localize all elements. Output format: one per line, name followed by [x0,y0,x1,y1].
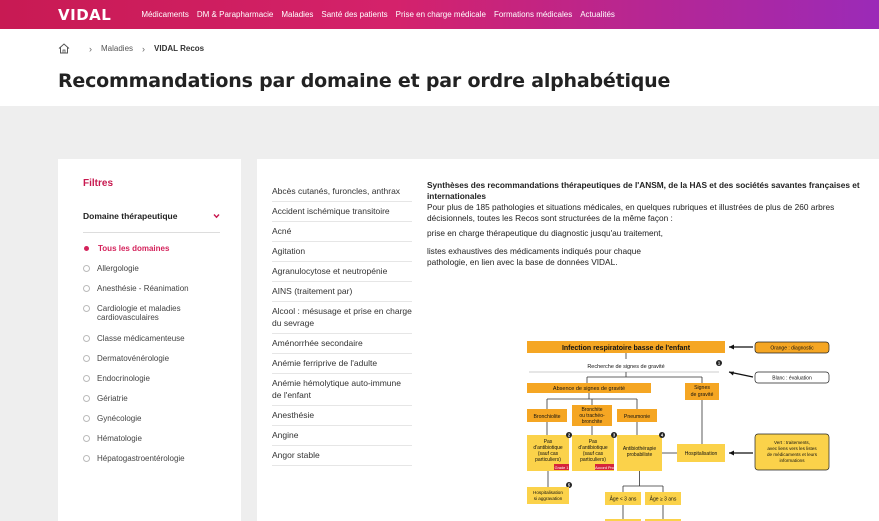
nav-link-formations[interactable]: Formations médicales [493,10,573,19]
diagram-accord: Accord Pro [595,465,614,470]
radio-button[interactable] [83,355,90,362]
filter-tous-domaines[interactable] [83,244,233,264]
radio-button[interactable] [84,246,89,251]
radio-button[interactable] [83,285,90,292]
radio-button[interactable] [83,395,90,402]
legend-blanc: Blanc : évaluation [772,375,812,382]
diagram-antibio-2: probabiliste [626,452,653,458]
reco-link[interactable]: Agranulocytose et neutropénie [272,262,412,282]
filter-label: Tous les domaines [98,244,170,253]
chevron-right-icon: › [89,43,92,54]
recos-description [427,180,879,503]
radio-button[interactable] [83,375,90,382]
radio-button[interactable] [83,435,90,442]
filter-allergologie[interactable] [83,264,233,284]
diagram-signes-1: Signes [694,385,710,391]
reco-link[interactable]: Anémie hémolytique auto-immune de l'enfant [272,374,412,406]
top-navigation-bar [0,0,879,29]
diagram-badge-number: 1 [717,360,721,366]
diagram-hospit-aggr-2: si aggravation [533,496,563,501]
diagram-recherche: Recherche de signes de gravité [587,364,665,370]
diagram-pas2-4: particuliers) [580,457,606,463]
description-point-1: prise en charge thérapeutique du diagnostic jusqu'au traitement, [427,228,663,238]
filters-panel [58,159,241,521]
reco-link[interactable]: Abcès cutanés, furoncles, anthrax [272,182,412,202]
diagram-pas1-4: particuliers) [535,457,561,463]
recos-content [257,159,879,521]
diagram-bronchite-2: ou trachéo- [579,413,605,419]
reco-link[interactable]: Acné [272,222,412,242]
radio-button[interactable] [83,415,90,422]
diagram-age-lt: Âge < 3 ans [609,496,637,503]
diagram-pas1-3: (sauf cas [537,451,559,457]
diagram-signes-2: de gravité [690,392,714,398]
nav-link-prise-en-charge[interactable]: Prise en charge médicale [395,10,486,19]
filter-hematologie[interactable] [83,434,233,454]
radio-button[interactable] [83,305,90,312]
description-intro: Pour plus de 185 pathologies et situations médicales, en quelques rubriques et illustrées de plus de 260 arbres décisionnels, toutes les Recos sont structurées de la même façon : [427,202,835,223]
description-point-2: listes exhaustives des médicaments indiqués pour chaque pathologie, en lien avec la base de données VIDAL. [427,246,641,267]
nav-link-actualites[interactable]: Actualités [580,10,615,19]
diagram-pneumonie: Pneumonie [623,414,651,420]
filter-label: Anesthésie - Réanimation [97,284,189,293]
reco-link[interactable]: AINS (traitement par) [272,282,412,302]
page-title: Recommandations par domaine et par ordre alphabétique [58,70,671,92]
nav-link-medicaments[interactable]: Médicaments [141,10,189,19]
reco-link[interactable]: Angine [272,426,412,446]
diagram-age-ge: Âge ≥ 3 ans [649,496,677,503]
diagram-pas2-1: Pas [588,439,598,445]
main-nav [141,10,623,19]
filter-label: Dermatovénérologie [97,354,170,363]
breadcrumb-maladies[interactable]: Maladies [101,44,134,53]
diagram-badge-number: 3 [612,432,616,438]
diagram-pas2-3: (sauf cas [582,451,604,457]
radio-button[interactable] [83,335,90,342]
reco-link[interactable]: Agitation [272,242,412,262]
filter-label: Gynécologie [97,414,142,423]
nav-link-maladies[interactable]: Maladies [281,10,314,19]
filter-label: Hépatogastroentérologie [97,454,185,463]
diagram-bronchite-3: bronchite [581,419,603,425]
filter-cardiologie[interactable] [83,304,233,334]
diagram-bronchiolite: Bronchiolite [533,414,561,420]
reco-link[interactable]: Aménorrhée secondaire [272,334,412,354]
divider [83,232,220,233]
filter-endocrinologie[interactable] [83,374,233,394]
filters-title: Filtres [83,178,114,189]
filter-anesthesie[interactable] [83,284,233,304]
filter-label: Endocrinologie [97,374,150,383]
description-heading: Synthèses des recommandations thérapeutiques de l'ANSM, de la HAS et des sociétés savantes françaises et internationales [427,180,860,201]
diagram-antibio-1: Antibiothérapie [622,446,657,452]
diagram-title: Infection respiratoire basse de l'enfant [561,345,691,352]
diagram-pas1-2: d'antibiotique [533,445,563,451]
diagram-pas1-1: Pas [543,439,553,445]
filter-dermatovenerologie[interactable] [83,354,233,374]
legend-vert-3: de médicaments et leurs [766,452,818,457]
diagram-bronchite-1: Bronchite [581,407,603,413]
domain-filter-list [83,244,233,474]
domain-dropdown[interactable] [83,211,220,221]
diagram-grade: Grade 1 [554,465,569,470]
recos-alphabetical-list [272,182,412,466]
chevron-right-icon: › [142,43,146,54]
filter-classe-medicamenteuse[interactable] [83,334,233,354]
filter-label: Allergologie [97,264,139,273]
diagram-absence: Absence de signes de gravité [552,386,626,392]
legend-orange: Orange : diagnostic [770,345,814,352]
home-icon[interactable] [58,43,70,54]
nav-link-sante-patients[interactable]: Santé des patients [321,10,388,19]
reco-link[interactable]: Anesthésie [272,406,412,426]
domain-dropdown-label: Domaine thérapeutique [83,211,178,221]
filter-label: Cardiologie et maladies cardiovasculaires [97,304,181,322]
diagram-pas2-2: d'antibiotique [578,445,608,451]
diagram-hospit: Hospitalisation [684,451,718,457]
radio-button[interactable] [83,265,90,272]
reco-link[interactable]: Accident ischémique transitoire [272,202,412,222]
chevron-down-icon [213,213,220,219]
decision-tree-diagram [527,341,857,521]
breadcrumb [58,43,204,54]
vidal-logo[interactable]: VIDAL [58,5,112,24]
filter-label: Hématologie [97,434,142,443]
diagram-hospit-aggr-1: Hospitalisation [533,490,563,495]
legend-vert-2: avec liens vers les listes [767,446,817,451]
breadcrumb-current: VIDAL Recos [154,44,205,53]
filter-hepatogastroenterologie[interactable] [83,454,233,474]
legend-vert-4: informations [779,458,805,463]
diagram-badge-number: 5 [567,482,571,488]
radio-button[interactable] [83,455,90,462]
legend-vert-1: Vert : traitements, [774,440,810,445]
reco-link[interactable]: Alcool : mésusage et prise en charge du sevrage [272,302,412,334]
nav-link-dm-parapharmacie[interactable]: DM & Parapharmacie [196,10,274,19]
page-header [0,29,879,106]
filter-gynecologie[interactable] [83,414,233,434]
diagram-badge-number: 4 [660,432,664,438]
filter-label: Gériatrie [97,394,128,403]
filter-geriatrie[interactable] [83,394,233,414]
reco-link[interactable]: Angor stable [272,446,412,466]
reco-link[interactable]: Anémie ferriprive de l'adulte [272,354,412,374]
diagram-badge-number: 2 [567,432,571,438]
filter-label: Classe médicamenteuse [97,334,185,343]
